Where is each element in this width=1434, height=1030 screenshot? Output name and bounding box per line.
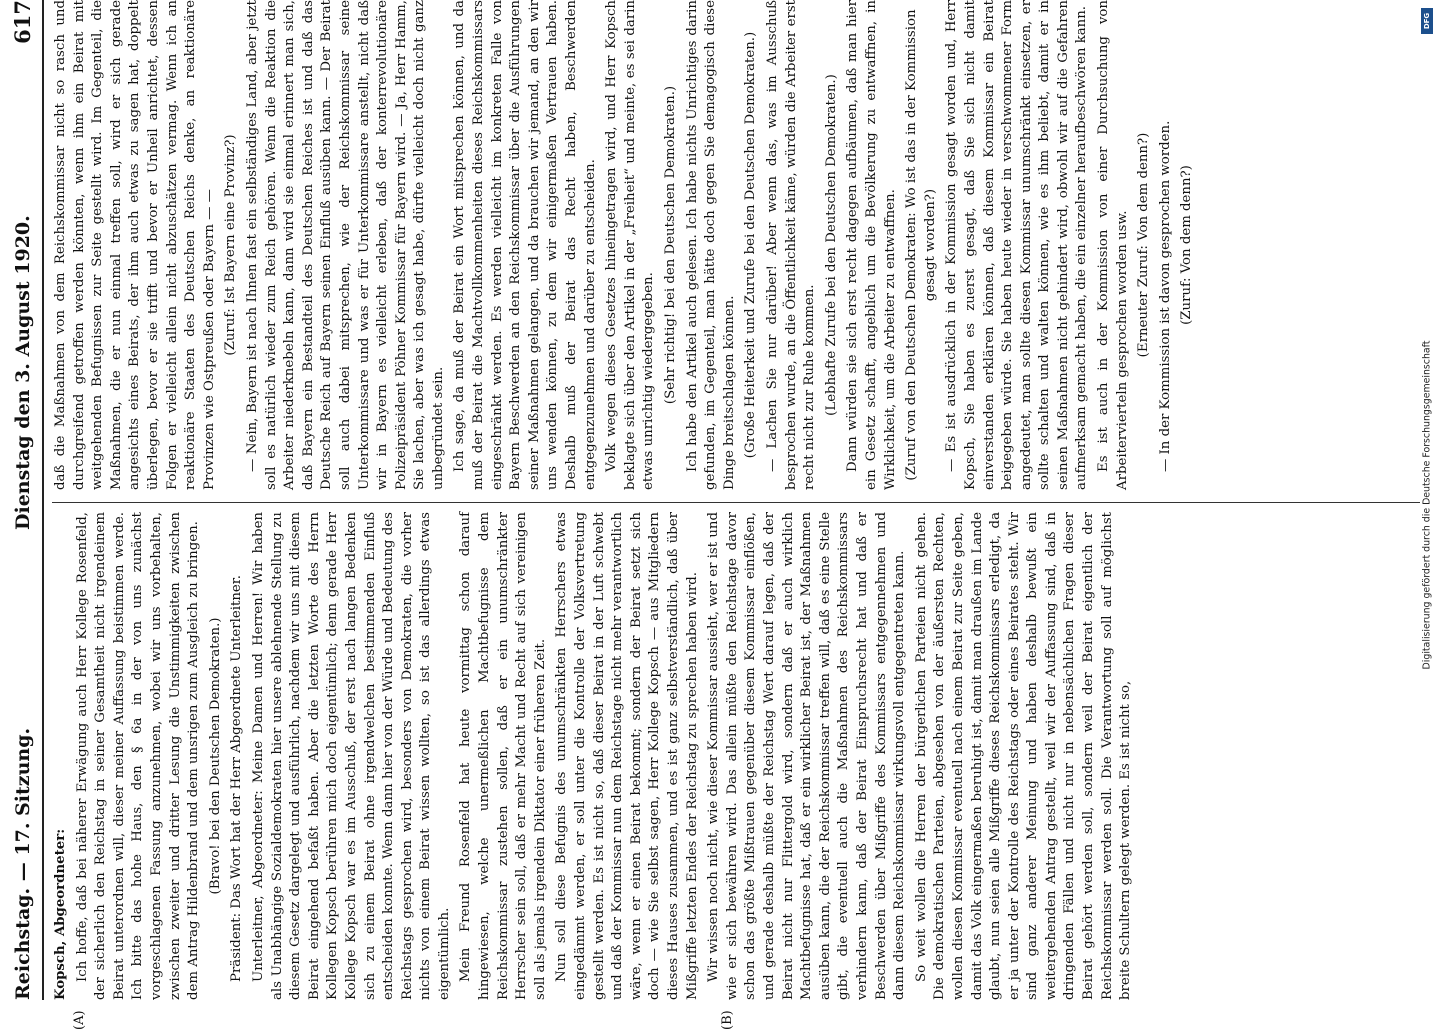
paragraph: — In der Kommission ist davon gesprochen worden. bbox=[1157, 120, 1173, 472]
column-divider bbox=[52, 502, 1420, 503]
dfg-badge-label: DFG bbox=[1423, 12, 1431, 30]
margin-mark-a: (A) bbox=[72, 1010, 87, 1030]
header-center: Dienstag den 3. August 1920. bbox=[12, 215, 34, 530]
interjection: (Lebhafte Zurufe bei den Deutschen Demokraten.) bbox=[823, 74, 839, 416]
paragraph: Wir wissen noch nicht, wie dieser Kommissar aussieht, wer er ist und wie er sich bewähren wird. Das allein müßte den Reichstage davor schon das größte Mißtrauen gegenüber diesem Kommissar einflößen, und gerade deshalb müßte der Reichstag Wert darauf legen, daß der Beirat nicht nur Flittergold wird, sondern daß er auch wirklich Machtbefugnisse hat, daß er ein wirklicher Beirat ist, der Maßnahmen ausüben kann, die der Reichskommissar treffen will, daß es eine Stelle gibt, die eventuell auch die Maßnahmen des Reichskommissars verhindern kann, daß der Beirat Einspruchsrecht hat und daß er Beschwerden über Mißgriffe des Kommissars entgegennehmen und dann diesem Reichskommissar wirkungsvoll entgegentreten kann. bbox=[706, 512, 908, 1000]
header-rule bbox=[42, 0, 44, 1000]
paragraph: Ich sage, da muß der Beirat ein Wort mitsprechen können, und da muß der Beirat die Machtvollkommenheiten dieses Reichskommissars eingeschränkt werden. Es werden vielleicht im konkreten Falle von Bayern Beschwerden an den Reichskommissar über die Ausführungen seiner Maßnahmen gelangen, und da brauchen wir jemand, an den wir uns wenden können, zu dem wir einigermaßen Vertrauen haben. Deshalb muß der Beirat das Recht haben, Beschwerden entgegenzunehmen und darüber zu entscheiden. bbox=[452, 0, 598, 490]
interjection: (Große Heiterkeit und Zurufe bei den Deutschen Demokraten.) bbox=[743, 31, 759, 459]
paragraph: — Nein, Bayern ist nach Ihnen fast ein selbständiges Land, aber jetzt soll es natürlich wieder zum Reich gehören. Wenn die Reaktion die Arbeiter niederknebeln kann, dann wird sie einmal erinnert man sich, daß Bayern ein Bestandteil des Deutschen Reiches ist und daß das Deutsche Reich auf Bayern seinen Einfluß ausüben kann. — Der Beirat soll auch dabei mitsprechen, wie der Reichskommissar seine Unterkommissare und was er für Unterkommissare anstellt, nicht daß wir in Bayern es vielleicht erleben, daß der konterrevolutionäre Polizeipräsident Pöhner Kommissar für Bayern wird. — Ja, Herr Hamm, Sie lachen, aber was ich gesagt habe, dürfte vielleicht doch nicht ganz unbegründet sein. bbox=[244, 0, 446, 490]
dfg-logo-badge bbox=[1421, 8, 1433, 34]
interjection: (Zuruf von den Deutschen Demokraten: Wo ist das in der Kommission gesagt worden?) bbox=[904, 9, 938, 481]
interjection: (Erneuter Zuruf: Von dem denn?) bbox=[1136, 132, 1152, 358]
paragraph: — Es ist ausdrücklich in der Kommission gesagt worden und, Herr Kopsch, Sie haben es zuerst gesagt, daß Sie sich nicht damit einverstanden erklären können, daß diesem Kommissar ein Beirat beigegeben würde. Sie haben heute wieder in verschwommener Form angedeutet, man sollte diesen Kommissar unumschränkt einsetzen, er sollte schalten und walten können, wie es ihm beliebt, damit er in seinen Maßnahmen nicht gehindert wird, obwohl wir auf die Gefahren aufmerksam gemacht haben, die ein einzelner heraufbeschwören kann. bbox=[944, 0, 1090, 490]
presiding-remark: Präsident: Das Wort hat der Herr Abgeordnete Unterleitner. bbox=[229, 575, 245, 982]
paragraph: Nun soll diese Befugnis des unumschränkten Herrschers etwas eingedämmt werden, er soll unter die Kontrolle der Volksvertretung gestellt werden. Es ist nicht so, daß dieser Beirat in der Luft schwebt und daß der Kommissar nun dem Reichstage nicht mehr verantwortlich wäre, wenn er einen Beirat bekommt; sondern der Beirat setzt sich doch — wie Sie selbst sagen, Herr Kollege Kopsch — aus Mitgliedern dieses Hauses zusammen, und es ist ganz selbstverständlich, daß über Mißgriffe letzten Endes der Reichstag zu sprechen haben wird. bbox=[554, 512, 700, 1000]
speaker-name: Kopsch, Abgeordneter: bbox=[53, 828, 68, 1000]
paragraph: — Lachen Sie nur darüber! Aber wenn das, was im Ausschuß besprochen wurde, an die Öffentlichkeit käme, würden die Arbeiter erst recht nicht zur Ruhe kommen. bbox=[764, 0, 818, 490]
interjection: (Sehr richtig! bei den Deutschen Demokraten.) bbox=[663, 85, 678, 405]
paragraph: Ich habe den Artikel auch gelesen. Ich habe nichts Unrichtiges darin gefunden, im Gegenteil, man hätte doch gegen Sie demagogisch diese Dinge breitschlagen können. bbox=[684, 0, 737, 490]
paragraph: Dann würden sie sich erst recht dagegen aufbäumen, daß man hier ein Gesetz schafft, angeblich um die Bevölkerung zu entwaffnen, in Wirklichkeit, um die Arbeiter zu entwaffnen. bbox=[845, 0, 898, 490]
paragraph: Volk wegen dieses Gesetzes hineingetragen wird, und Herr Kopsch beklagte sich über den Artikel in der „Freiheit“ und meinte, es sei darin etwas unrichtig wiedergegeben. bbox=[604, 0, 657, 490]
digitization-sidebar bbox=[1421, 0, 1433, 1000]
paragraph: Mein Freund Rosenfeld hat heute vormittag schon darauf hingewiesen, welche unermeßlichen Machtbefugnisse dem Reichskommissar zustehen sollen, daß er ein unumschränkter Herrscher sein soll, daß er mehr Macht und Recht auf sich vereinigen soll als jemals irgendein Diktator einer früheren Zeit. bbox=[458, 512, 548, 1000]
paragraph: Es ist auch in der Kommission von einer Durchsuchung von Arbeitervierteln gesprochen worden usw. bbox=[1096, 0, 1130, 490]
text-column-left bbox=[52, 512, 1139, 1000]
speaker-label bbox=[52, 512, 71, 1000]
paragraph: So weit wollen die Herren der bürgerlichen Parteien nicht gehen. Die demokratischen Parteien, abgesehen von der äußersten Rechten, wollen diesen Kommissar eventuell nach einem Beirat zur Seite geben, damit das Volk eingermaßen beruhigt ist, damit man draußen im Lande glaubt, nun seien alle Mißgriffe dieses Reichskommissars erledigt, da er ja unter der Kontrolle des Reichstags oder eines Beirates steht. Wir sind ganz anderer Meinung und haben deshalb bewußt ein weitergehenden Antrag gestellt, weil wir der Auffassung sind, daß in dringenden Fällen und nicht nur in nebensächlichen Fragen dieser Beirat gehört werden soll, sondern weil der Beirat eigentlich der Reichskommissar werden soll. Die Verantwortung soll auf möglichst breite Schultern gelegt werden. Es ist nicht so, bbox=[913, 512, 1134, 1000]
page-header bbox=[8, 0, 40, 1000]
text-column-right bbox=[52, 0, 1200, 490]
interjection: (Zuruf: Von dem denn?) bbox=[1179, 165, 1195, 325]
paragraph: daß die Maßnahmen von dem Reichskommissar nicht so rasch und durchgreifend getroffen werden könnten, wenn ihm ein Beirat mit weitgehenden Befugnissen zur Seite gestellt wird. Im Gegenteil, die Maßnahmen, die er nun einmal treffen soll, wird er sich gerade angesichts eines Beirats, der ihm auch etwas zu sagen hat, doppelt überlegen, bevor er sie trifft und bevor er Unheil anrichtet, dessen Folgen er vielleicht allein nicht abzuschätzen vermag. Wenn ich an reaktionäre Staaten des Deutschen Reichs denke, an reaktionäre Provinzen wie Ostpreußen oder Bayern — — bbox=[53, 0, 217, 490]
page-number: 617 bbox=[10, 0, 35, 44]
interjection: (Zuruf: Ist Bayern eine Provinz?) bbox=[223, 134, 239, 356]
interjection: (Bravo! bei den Deutschen Demokraten.) bbox=[207, 617, 223, 895]
funding-credit: Digitalisierung gefördert durch die Deutsche Forschungsgemeinschaft bbox=[1421, 340, 1433, 670]
paragraph: Ich hoffe, daß bei näherer Erwägung auch Herr Kollege Rosenfeld, der sicherlich den Reichstag in seiner Gesamtheit nicht irgendeinem Beirat unterordnen will, dieser meiner Auffassung beistimmen werde. Ich bitte das hohe Haus, den § 6a in der von uns zunächst vorgeschlagenen Fassung anzunehmen, wobei wir uns vorbehalten, zwischen zweiter und dritter Lesung die Unstimmigkeiten zwischen dem Antrag Hildenbrand und dem unsrigen zum Ausgleich zu bringen. bbox=[74, 512, 202, 1000]
margin-mark-b: (B) bbox=[720, 1010, 735, 1030]
paragraph: Unterleitner, Abgeordneter: Meine Damen und Herren! Wir haben als Unabhängige Sozialdemokraten hier unsere ablehnende Stellung zu diesem Gesetz dargelegt und ausführlich, nachdem wir uns mit diesem Beirat eingehend befaßt haben. Aber die letzten Worte des Herrn Kollegen Kopsch berühren mich doch eigentümlich; denn gerade Herr Kollege Kopsch war es im Ausschuß, der erst nach langen Bedenken sich zu einem Beirat ohne irgendwelchen bestimmenden Einfluß entscheiden konnte. Wenn dann hier von der Würde und Bedeutung des Reichstags gesprochen wird, besonders von Demokraten, die vorher nichts von einem Beirat wissen wollten, so ist das allerdings etwas eigentümlich. bbox=[250, 512, 452, 1000]
header-left: Reichstag. — 17. Sitzung. bbox=[12, 727, 34, 1000]
